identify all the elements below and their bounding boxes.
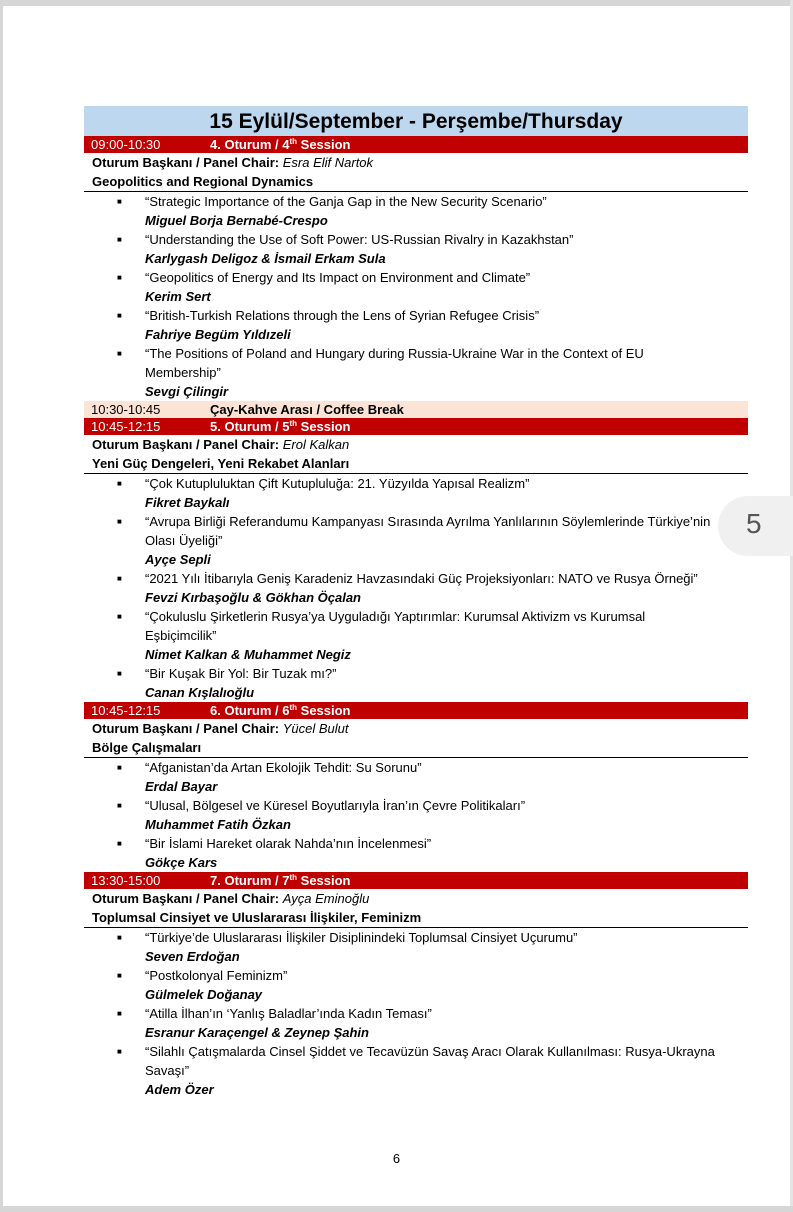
talk-author: Adem Özer [145,1082,214,1097]
talk-title: “2021 Yılı İtibarıyla Geniş Karadeniz Havzasındaki Güç Projeksiyonları: NATO ve Rusya Örneği” [145,571,698,586]
bullet-icon: ■ [117,933,122,942]
session-topic: Toplumsal Cinsiyet ve Uluslararası İlişkiler, Feminizm [84,908,748,928]
talk-item [84,344,748,401]
session-time: 10:45-12:15 [91,419,161,434]
talk-author: Muhammet Fatih Özkan [145,817,291,832]
talk-author: Gökçe Kars [145,855,218,870]
bullet-icon: ■ [117,669,122,678]
session-title-main: 7. Oturum / 7 [210,873,290,888]
bullet-icon: ■ [117,801,122,810]
talk-list [84,928,748,1099]
bullet-icon: ■ [117,517,122,526]
talk-item [84,268,748,306]
session-title [210,702,351,719]
talk-item [84,966,748,1004]
talk-title: “Türkiye’de Uluslararası İlişkiler Disiplinindeki Toplumsal Cinsiyet Uçurumu” [145,930,578,945]
session-topic: Bölge Çalışmaları [84,738,748,758]
talk-title: “Çok Kutupluluktan Çift Kutupluluğa: 21. Yüzyılda Yapısal Realizm” [145,476,530,491]
talk-item [84,664,748,702]
talk-item [84,834,748,872]
talk-author: Miguel Borja Bernabé-Crespo [145,213,328,228]
bullet-icon: ■ [117,574,122,583]
talk-title: “Avrupa Birliği Referandumu Kampanyası Sırasında Ayrılma Yanlılarının Söylemlerinde Türkiye’nin Olası Üyeliği” [145,514,711,548]
bullet-icon: ■ [117,1047,122,1056]
panel-chair-label: Oturum Başkanı / Panel Chair: [92,721,280,736]
bullet-icon: ■ [117,1009,122,1018]
talk-title: “British-Turkish Relations through the Lens of Syrian Refugee Crisis” [145,308,540,323]
talk-title: “Atilla İlhan’ın ‘Yanlış Baladlar’ında Kadın Teması” [145,1006,432,1021]
coffee-break-time: 10:30-10:45 [91,402,161,417]
talk-author: Esranur Karaçengel & Zeynep Şahin [145,1025,369,1040]
talk-list [84,474,748,702]
talk-author: Fikret Baykalı [145,495,230,510]
talk-author: Gülmelek Doğanay [145,987,263,1002]
talk-title: “Bir İslami Hareket olarak Nahda’nın İncelenmesi” [145,836,432,851]
sessions-container [84,136,748,1099]
talk-author: Canan Kışlalıoğlu [145,685,255,700]
session-header [84,418,748,435]
talk-item [84,512,748,569]
session-title-sup: th [289,703,298,712]
session-title-sup: th [289,137,298,146]
talk-title: “Afganistan’da Artan Ekolojik Tehdit: Su Sorunu” [145,760,422,775]
top-border [0,0,793,6]
session-time: 09:00-10:30 [91,137,161,152]
talk-item [84,192,748,230]
bullet-icon: ■ [117,349,122,358]
talk-list [84,192,748,401]
talk-author: Nimet Kalkan & Muhammet Negiz [145,647,351,662]
talk-author: Seven Erdoğan [145,949,240,964]
panel-chair [84,889,748,908]
panel-chair-name: Esra Elif Nartok [282,155,374,170]
session-title-main: 6. Oturum / 6 [210,703,290,718]
bullet-icon: ■ [117,273,122,282]
session-header [84,136,748,153]
talk-title: “Çokuluslu Şirketlerin Rusya’ya Uyguladığı Yaptırımlar: Kurumsal Aktivizm vs Kurumsal Eşbiçimcilik” [145,609,646,643]
session-title [210,872,351,889]
session-title-suffix: Session [297,137,351,152]
side-page-tab-number: 5 [746,508,762,539]
day-header: 15 Eylül/September - Perşembe/Thursday [84,106,748,136]
session-header [84,702,748,719]
talk-item [84,569,748,607]
talk-author: Fahriye Begüm Yıldızeli [145,327,291,342]
coffee-break-row [84,401,748,418]
session-topic: Yeni Güç Dengeleri, Yeni Rekabet Alanları [84,454,748,474]
talk-author: Erdal Bayar [145,779,218,794]
session-header [84,872,748,889]
bullet-icon: ■ [117,197,122,206]
session-title [210,418,351,435]
talk-author: Karlygash Deligoz & İsmail Erkam Sula [145,251,386,266]
panel-chair-name: Ayça Eminoğlu [282,891,370,906]
talk-title: “Bir Kuşak Bir Yol: Bir Tuzak mı?” [145,666,337,681]
panel-chair [84,719,748,738]
panel-chair-label: Oturum Başkanı / Panel Chair: [92,437,280,452]
talk-author: Sevgi Çilingir [145,384,229,399]
talk-item [84,1042,748,1099]
left-border [0,0,3,1212]
session-title-main: 4. Oturum / 4 [210,137,290,152]
bullet-icon: ■ [117,235,122,244]
talk-item [84,758,748,796]
bullet-icon: ■ [117,612,122,621]
talk-item [84,1004,748,1042]
talk-item [84,607,748,664]
bullet-icon: ■ [117,839,122,848]
session-title-main: 5. Oturum / 5 [210,419,290,434]
session-time: 10:45-12:15 [91,703,161,718]
talk-author: Kerim Sert [145,289,211,304]
panel-chair-name: Yücel Bulut [282,721,349,736]
talk-item [84,796,748,834]
talk-title: “Ulusal, Bölgesel ve Küresel Boyutlarıyla İran’ın Çevre Politikaları” [145,798,526,813]
panel-chair-label: Oturum Başkanı / Panel Chair: [92,891,280,906]
session-title-suffix: Session [297,419,351,434]
session-title-sup: th [289,873,298,882]
panel-chair-label: Oturum Başkanı / Panel Chair: [92,155,280,170]
talk-title: “The Positions of Poland and Hungary during Russia-Ukraine War in the Context of EU Membership” [145,346,644,380]
talk-title: “Understanding the Use of Soft Power: US-Russian Rivalry in Kazakhstan” [145,232,574,247]
bottom-border [0,1206,793,1212]
session-title-suffix: Session [297,873,351,888]
talk-title: “Postkolonyal Feminizm” [145,968,288,983]
session-title-suffix: Session [297,703,351,718]
talk-author: Ayçe Sepli [145,552,211,567]
talk-title: “Geopolitics of Energy and Its Impact on Environment and Climate” [145,270,531,285]
talk-item [84,230,748,268]
talk-item [84,928,748,966]
talk-author: Fevzi Kırbaşoğlu & Gökhan Öçalan [145,590,361,605]
talk-title: “Silahlı Çatışmalarda Cinsel Şiddet ve Tecavüzün Savaş Aracı Olarak Kullanılması: Rusya-Ukrayna Savaşı” [145,1044,715,1078]
talk-title: “Strategic Importance of the Ganja Gap in the New Security Scenario” [145,194,547,209]
bullet-icon: ■ [117,311,122,320]
bullet-icon: ■ [117,479,122,488]
session-title-sup: th [289,419,298,428]
bullet-icon: ■ [117,763,122,772]
program-page [84,106,748,1099]
talk-item [84,306,748,344]
session-time: 13:30-15:00 [91,873,161,888]
talk-item [84,474,748,512]
panel-chair-name: Erol Kalkan [282,437,350,452]
coffee-break-title: Çay-Kahve Arası / Coffee Break [210,402,404,417]
session-topic: Geopolitics and Regional Dynamics [84,172,748,192]
panel-chair [84,435,748,454]
talk-list [84,758,748,872]
side-page-tab[interactable] [718,496,793,556]
session-title [210,136,351,153]
bullet-icon: ■ [117,971,122,980]
page-number: 6 [392,1151,401,1166]
panel-chair [84,153,748,172]
